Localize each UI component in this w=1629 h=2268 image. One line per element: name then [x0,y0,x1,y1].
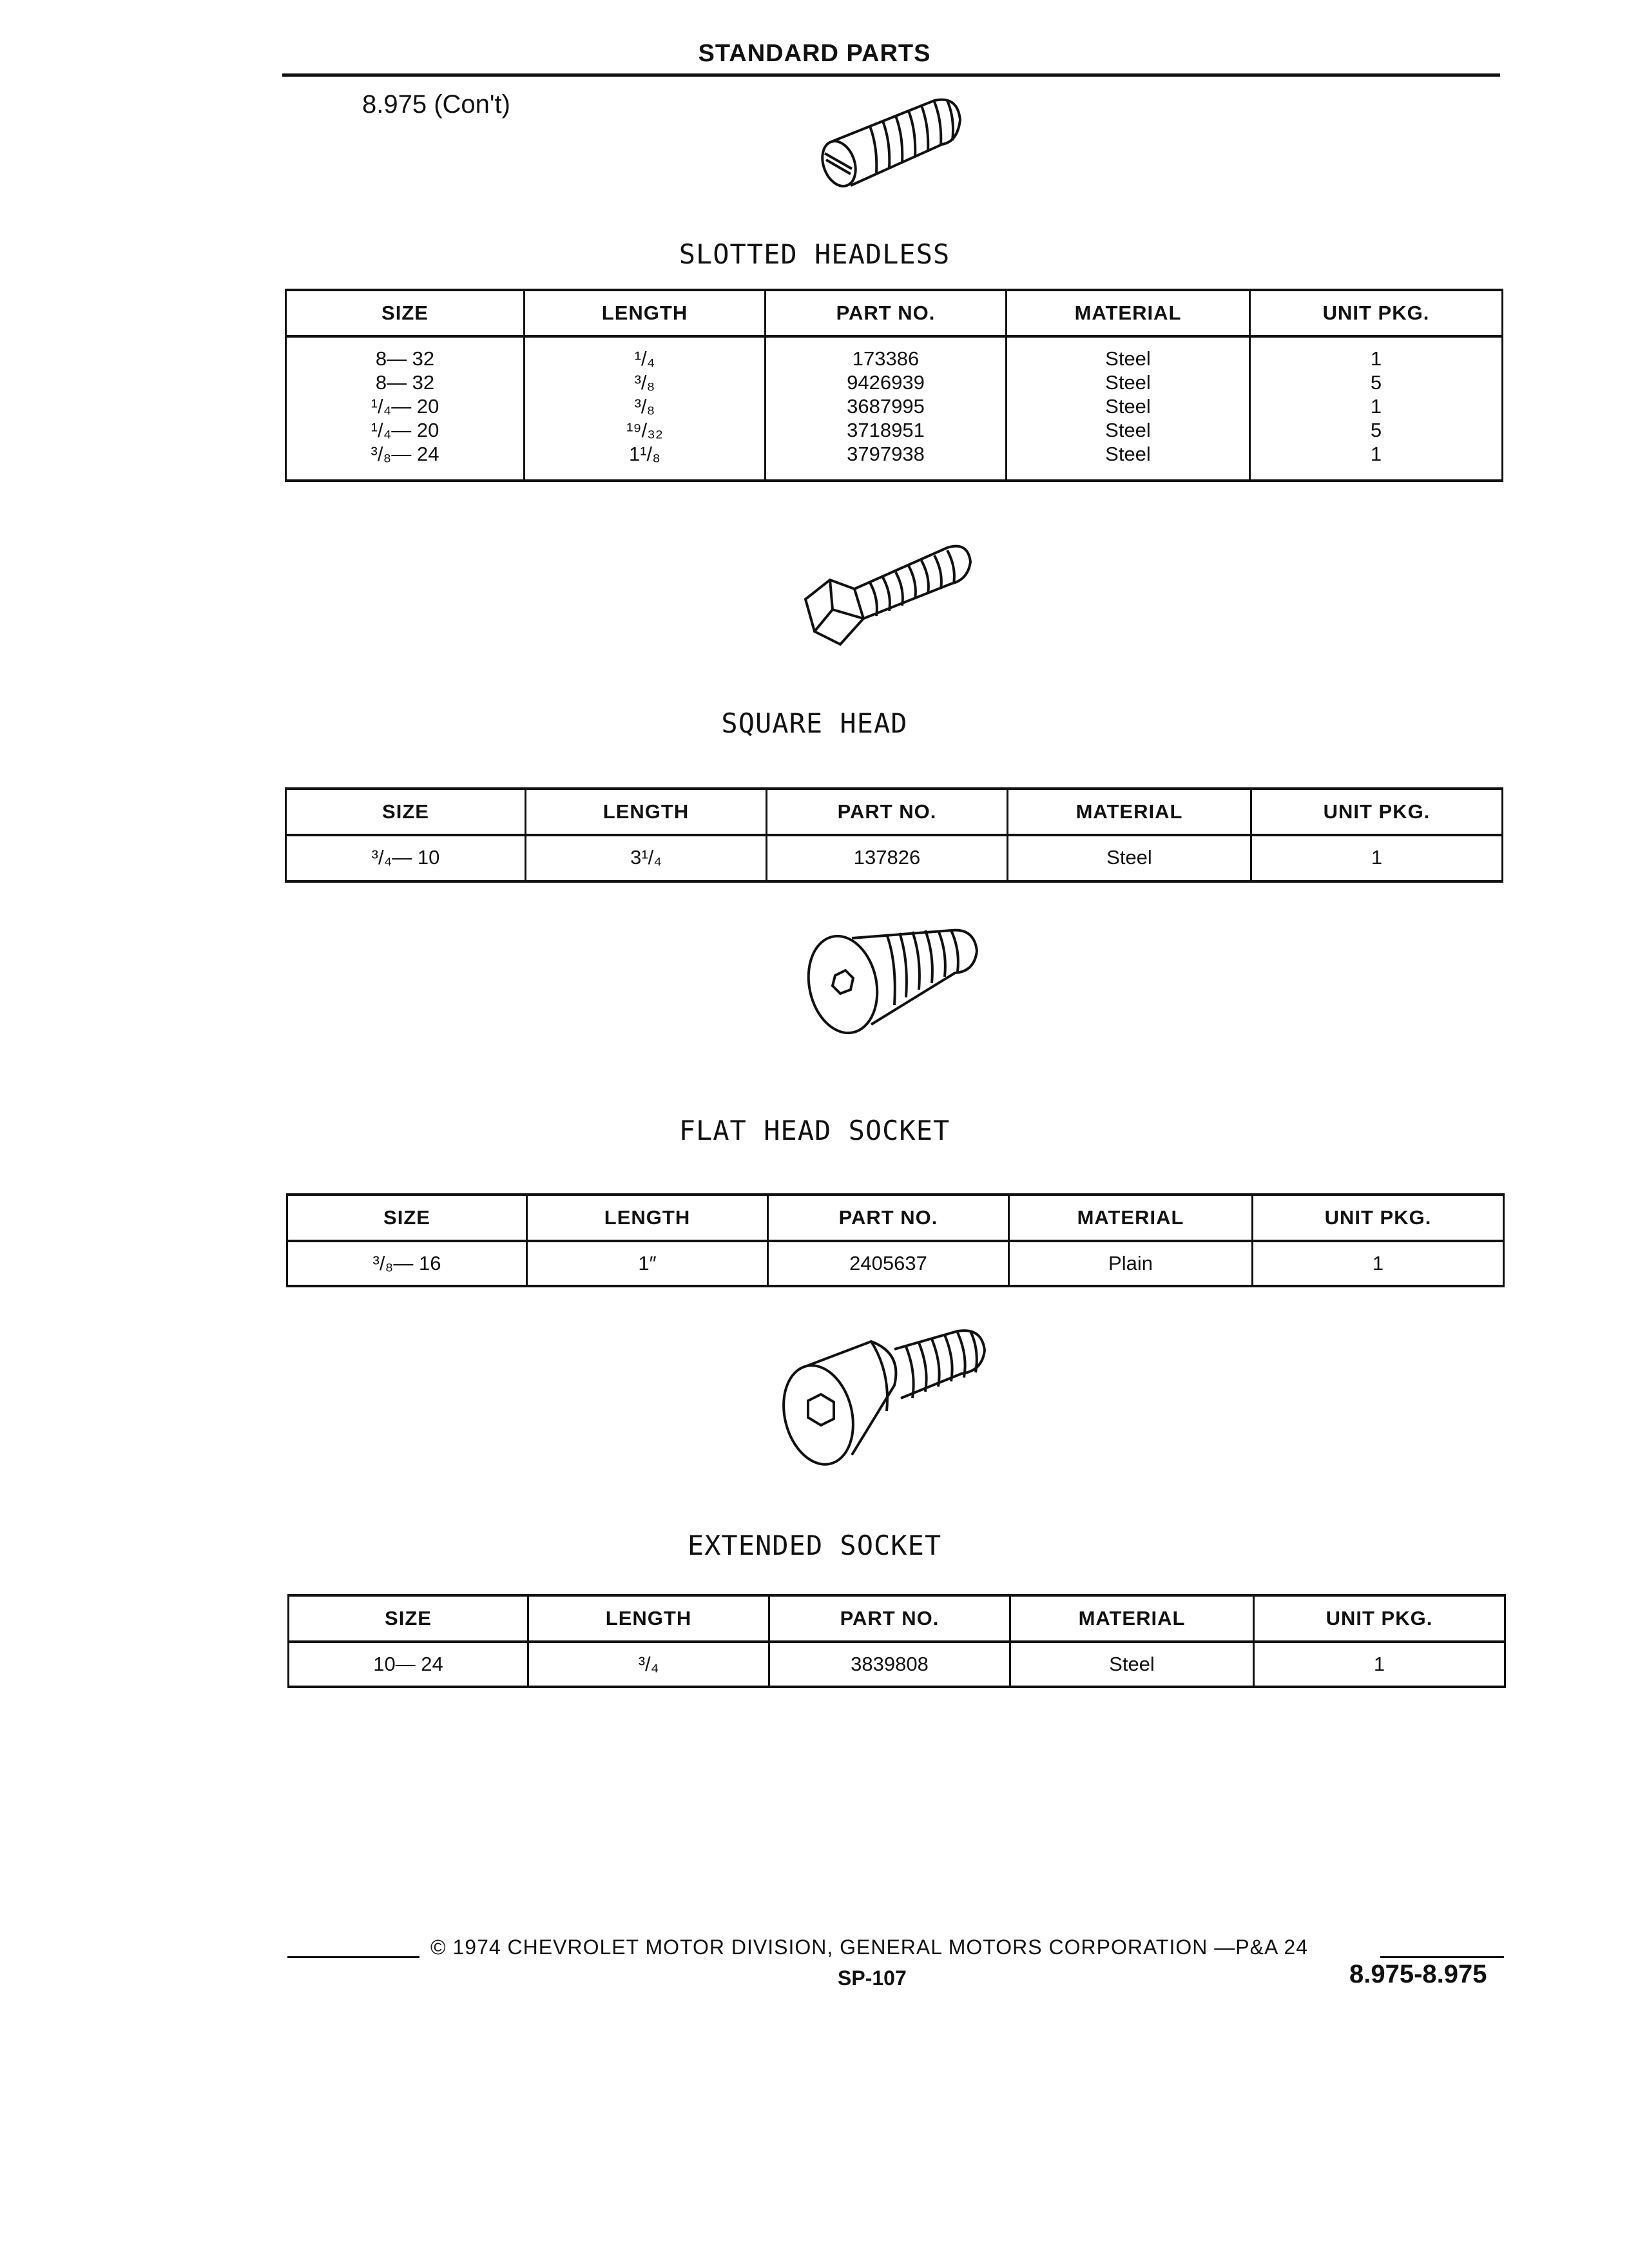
material-cell: Steel [1008,835,1251,881]
size-cell: ³/₄— 10 [286,835,526,881]
flat-head-socket-table [286,1193,1505,1287]
section-reference: 8.975 (Con't) [362,90,510,119]
length-cell: 3¹/₄ [526,835,767,881]
column-header-unit-pkg: UNIT PKG. [1254,1595,1505,1642]
table-row [289,1642,1505,1687]
column-header-length: LENGTH [525,290,766,336]
caption-extended-socket: EXTENDED SOCKET [687,1530,942,1561]
column-header-part-no: PART NO. [767,789,1008,835]
extended-socket-screw-icon [773,1308,992,1469]
column-header-material: MATERIAL [1008,789,1251,835]
length-cell: 1″ [527,1241,768,1286]
caption-square-head: SQUARE HEAD [721,707,908,739]
table-row [287,1241,1504,1286]
table-row [286,835,1503,881]
page-title: STANDARD PARTS [698,40,931,67]
column-header-length: LENGTH [528,1595,769,1642]
length-cell: ³/₄ [528,1642,769,1687]
material-cell: Plain [1009,1241,1253,1286]
footer-rule-left [287,1956,419,1958]
column-header-part-no: PART NO. [769,1595,1010,1642]
size-cell: ³/₈— 16 [287,1241,527,1286]
column-header-size: SIZE [286,290,525,336]
size-cell: 8— 32 8— 32 ¹/₄— 20 ¹/₄— 20 ³/₈— 24 [286,336,525,481]
column-header-size: SIZE [286,789,526,835]
footer-code: SP-107 [838,1966,907,1990]
column-header-unit-pkg: UNIT PKG. [1250,290,1503,336]
unit-pkg-cell: 1 [1251,835,1503,881]
part-no-cell: 2405637 [768,1241,1009,1286]
column-header-material: MATERIAL [1010,1595,1254,1642]
extended-socket-table [287,1594,1506,1688]
size-cell: 10— 24 [289,1642,528,1687]
column-header-length: LENGTH [526,789,767,835]
column-header-material: MATERIAL [1009,1195,1253,1241]
footer-rule-right [1380,1956,1504,1958]
slotted-headless-table [285,289,1503,482]
square-head-table [285,787,1503,883]
column-header-part-no: PART NO. [768,1195,1009,1241]
slotted-headless-screw-icon [805,82,973,198]
column-header-unit-pkg: UNIT PKG. [1253,1195,1504,1241]
length-cell: ¹/₄ ³/₈ ³/₈ ¹⁹/₃₂ 1¹/₈ [525,336,766,481]
part-no-cell: 3839808 [769,1642,1010,1687]
column-header-unit-pkg: UNIT PKG. [1251,789,1503,835]
caption-flat-head-socket: FLAT HEAD SOCKET [679,1115,950,1146]
unit-pkg-cell: 1 [1253,1241,1504,1286]
material-cell: Steel Steel Steel Steel Steel [1007,336,1250,481]
header-rule [282,73,1500,77]
flat-head-socket-screw-icon [796,908,983,1044]
page-number: 8.975-8.975 [1349,1960,1487,1988]
part-no-cell: 137826 [767,835,1008,881]
material-cell: Steel [1010,1642,1254,1687]
part-no-cell: 173386 9426939 3687995 3718951 3797938 [766,336,1007,481]
square-head-screw-icon [793,528,979,657]
caption-slotted-headless: SLOTTED HEADLESS [679,238,950,270]
column-header-length: LENGTH [527,1195,768,1241]
column-header-size: SIZE [289,1595,528,1642]
column-header-material: MATERIAL [1007,290,1250,336]
column-header-size: SIZE [287,1195,527,1241]
column-header-part-no: PART NO. [766,290,1007,336]
footer-copyright: © 1974 CHEVROLET MOTOR DIVISION, GENERAL MOTORS CORPORATION —P&A 24 [430,1936,1308,1959]
unit-pkg-cell: 1 [1254,1642,1505,1687]
table-row [286,336,1503,481]
unit-pkg-cell: 1 5 1 5 1 [1250,336,1503,481]
